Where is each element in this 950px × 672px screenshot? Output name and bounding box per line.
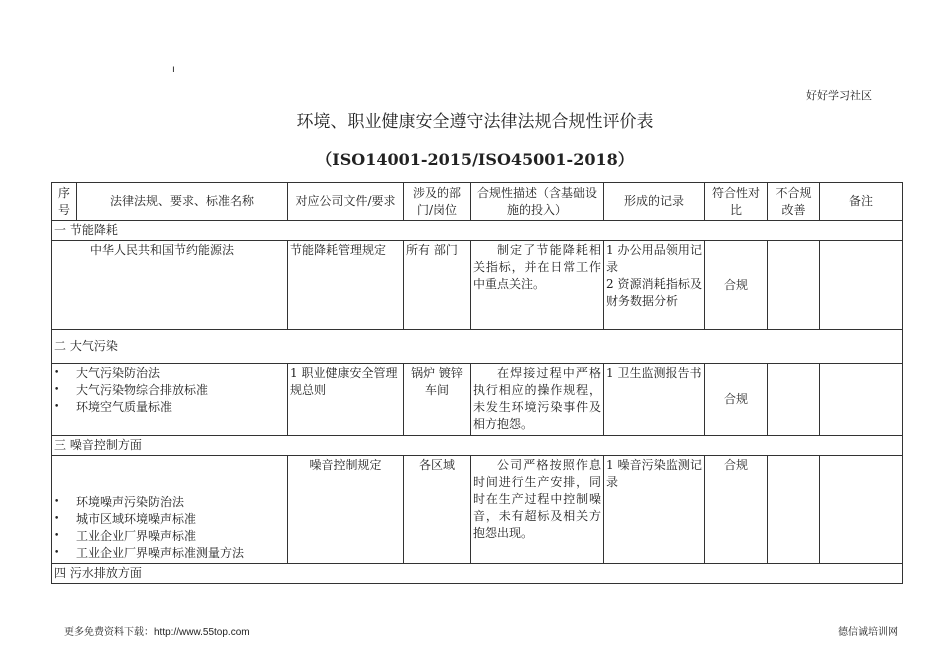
remark-cell [820, 241, 903, 330]
law-item: • 大气污染物综合排放标准 [54, 382, 285, 399]
col-header-remark: 备注 [820, 183, 903, 221]
dept-cell: 锅炉 镀锌车间 [404, 364, 471, 436]
page-mark: ı [172, 64, 175, 75]
header-site-name: 好好学习社区 [806, 89, 872, 102]
footer-download-link[interactable]: 更多免费资料下载：http://www.55top.com [64, 627, 250, 638]
document-subtitle: （ISO14001-2015/ISO45001-2018） [316, 150, 634, 169]
law-item: • 工业企业厂界噪声标准测量方法 [54, 545, 285, 562]
dept-cell: 所有 部门 [404, 241, 471, 330]
law-item: • 环境空气质量标准 [54, 399, 285, 416]
col-header-desc: 合规性描述（含基础设施的投入） [471, 183, 604, 221]
col-header-record: 形成的记录 [604, 183, 705, 221]
record-cell: 1 卫生监测报告书 [604, 364, 705, 436]
doc-cell: 噪音控制规定 [288, 456, 404, 564]
col-header-law: 法律法规、要求、标准名称 [77, 183, 288, 221]
header-row [52, 183, 903, 221]
section-title: 一 节能降耗 [52, 221, 903, 241]
table-row [52, 241, 903, 330]
section-row [52, 330, 903, 364]
col-header-improve: 不合规改善 [768, 183, 820, 221]
law-list [54, 365, 285, 416]
document-title: 环境、职业健康安全遵守法律法规合规性评价表 [296, 112, 654, 132]
improve-cell [768, 456, 820, 564]
table-row [52, 364, 903, 436]
record-cell: 1 噪音污染监测记录 [604, 456, 705, 564]
law-cell [52, 456, 288, 564]
law-item: • 大气污染防治法 [54, 365, 285, 382]
law-cell [52, 241, 288, 330]
dept-cell: 各区域 [404, 456, 471, 564]
section-row [52, 564, 903, 584]
law-item: • 工业企业厂界噪声标准 [54, 528, 285, 545]
footer-site-name: 德信诚培训网 [838, 627, 898, 638]
col-header-dept: 涉及的部门/岗位 [404, 183, 471, 221]
compliance-cell: 合规 [705, 456, 768, 564]
doc-cell: 节能降耗管理规定 [288, 241, 404, 330]
desc-cell: 制定了节能降耗相关指标，并在日常工作中重点关注。 [471, 241, 604, 330]
col-header-compliance: 符合性对比 [705, 183, 768, 221]
law-item: • 城市区域环境噪声标准 [54, 511, 285, 528]
remark-cell [820, 364, 903, 436]
desc-cell: 在焊接过程中严格执行相应的操作规程，未发生环境污染事件及相方抱怨。 [471, 364, 604, 436]
record-cell: 1 办公用品领用记录 2 资源消耗指标及财务数据分析 [604, 241, 705, 330]
section-title: 四 污水排放方面 [52, 564, 903, 584]
law-cell [52, 364, 288, 436]
table-row [52, 456, 903, 564]
law-name: 中华人民共和国节约能源法 [90, 243, 235, 257]
col-header-doc: 对应公司文件/要求 [288, 183, 404, 221]
compliance-cell: 合规 [705, 241, 768, 330]
improve-cell [768, 241, 820, 330]
improve-cell [768, 364, 820, 436]
desc-cell: 公司严格按照作息时间进行生产安排，同时在生产过程中控制噪音，未有超标及相关方抱怨出现。 [471, 456, 604, 564]
evaluation-table [51, 182, 903, 584]
section-title: 三 噪音控制方面 [52, 436, 903, 456]
law-list [54, 494, 285, 562]
law-item: • 环境噪声污染防治法 [54, 494, 285, 511]
remark-cell [820, 456, 903, 564]
section-row [52, 436, 903, 456]
compliance-cell: 合规 [705, 364, 768, 436]
section-row [52, 221, 903, 241]
col-header-seq: 序号 [52, 183, 77, 221]
section-title: 二 大气污染 [52, 330, 903, 364]
doc-cell: 1 职业健康安全管理规总则 [288, 364, 404, 436]
